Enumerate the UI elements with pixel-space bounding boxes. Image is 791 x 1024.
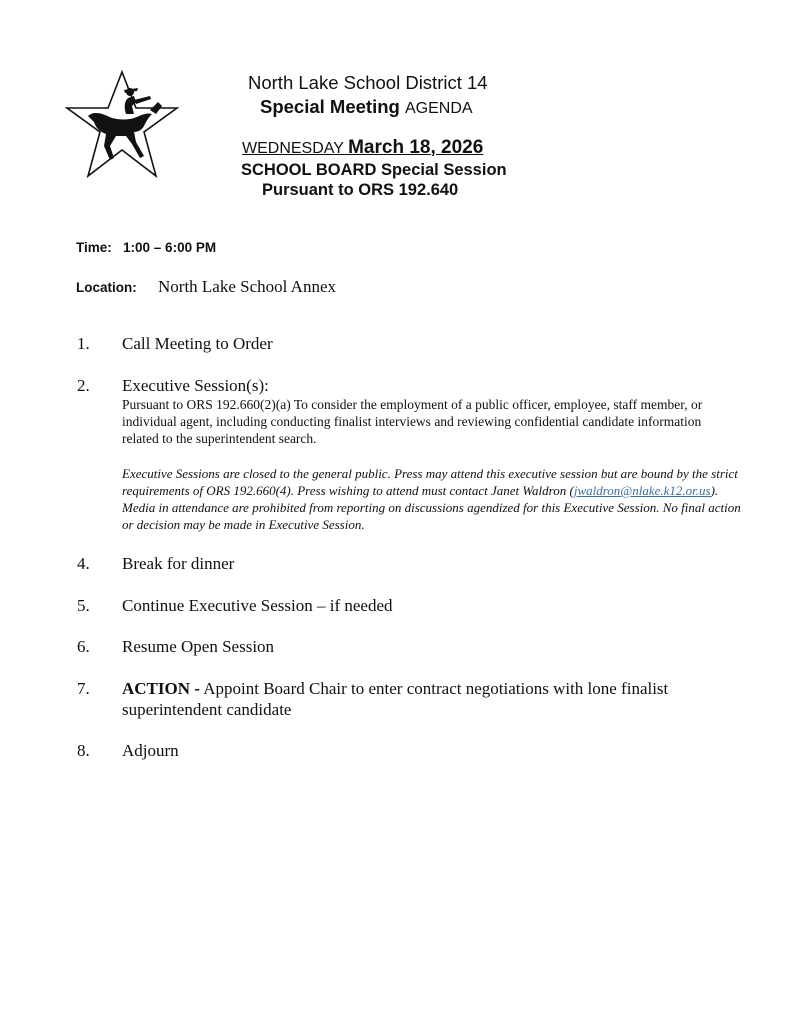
contact-email-link[interactable]: jwaldron@nlake.k12.or.us	[573, 483, 711, 498]
time-label: Time:	[76, 240, 112, 255]
location-value: North Lake School Annex	[158, 277, 336, 296]
note-text-b: ). Media in attendance are prohibited from reporting on discussions agendized for this Executive Session. No final action or decision may be made in Executive Session.	[122, 483, 741, 532]
district-name: North Lake School District 14	[248, 72, 488, 93]
note-text-a: Executive Sessions are closed to the general public. Press may attend this executive session but are bound by the strict requirements of ORS 192.660(4). Press wishing to attend must contact Janet Waldron (	[122, 466, 738, 498]
agenda-item-adjourn: Adjourn	[122, 741, 179, 760]
executive-session-detail: Pursuant to ORS 192.660(2)(a) To consider the employment of a public officer, employee, staff member, or individual agent, including conducting finalist interviews and reviewing confidential candidate information related to the superintendent search.	[122, 397, 703, 446]
item-number: 8.	[77, 741, 90, 760]
date: March 18, 2026	[348, 137, 484, 158]
meeting-date	[242, 137, 483, 159]
time-value: 1:00 – 6:00 PM	[123, 240, 217, 255]
agenda-item-continue-executive-session: Continue Executive Session – if needed	[122, 596, 393, 615]
meeting-type: Special Meeting	[260, 96, 400, 117]
meeting-title	[260, 96, 473, 118]
item-number: 6.	[77, 637, 90, 656]
item-number: 2.	[77, 376, 90, 395]
action-text: Appoint Board Chair to enter contract negotiations with lone finalist superintendent candidate	[122, 679, 669, 719]
agenda-item-resume-open-session: Resume Open Session	[122, 637, 275, 656]
session-title: SCHOOL BOARD Special Session	[241, 161, 507, 179]
agenda-item-action-board-chair	[122, 678, 742, 720]
horse-rider-icon	[88, 88, 162, 160]
action-label: ACTION -	[122, 679, 200, 698]
agenda-item-dinner-break: Break for dinner	[122, 554, 235, 573]
item-number: 5.	[77, 596, 90, 615]
item-number: 1.	[77, 334, 90, 353]
item-number: 7.	[77, 679, 90, 698]
agenda-item-executive-session: Executive Session(s):	[122, 376, 269, 395]
pursuant-line: Pursuant to ORS 192.640	[262, 181, 459, 199]
agenda-item-call-to-order: Call Meeting to Order	[122, 334, 273, 353]
time-line	[76, 240, 216, 255]
executive-session-note	[122, 465, 742, 533]
location-label: Location:	[76, 280, 137, 295]
item-number: 4.	[77, 554, 90, 573]
weekday: WEDNESDAY	[242, 140, 344, 157]
district-logo	[64, 70, 180, 180]
agenda-label: AGENDA	[404, 100, 473, 117]
